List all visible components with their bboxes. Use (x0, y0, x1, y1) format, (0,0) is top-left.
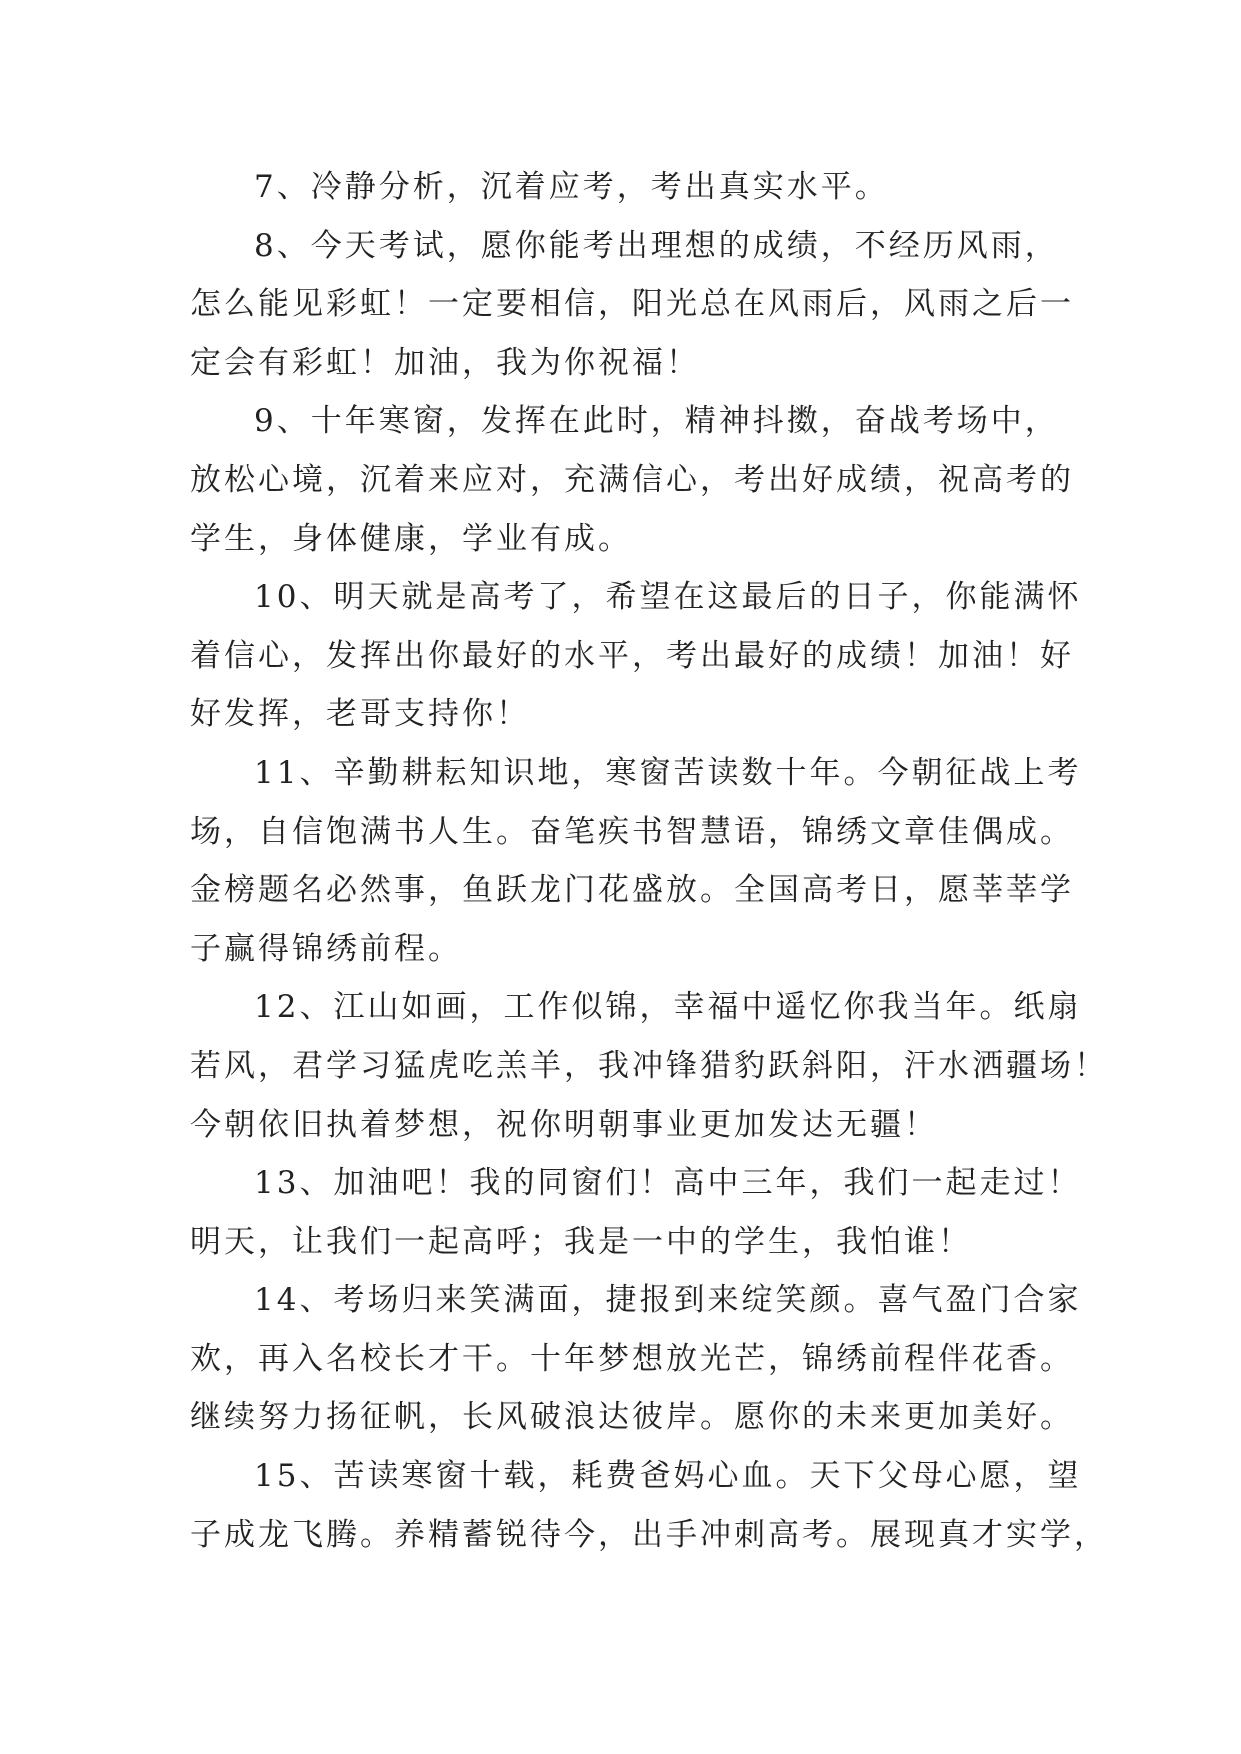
text-line: 若风，君学习猛虎吃羔羊，我冲锋猎豹跃斜阳，汗水洒疆场！ (190, 1047, 1108, 1084)
text-line: 定会有彩虹！加油，我为你祝福！ (190, 344, 700, 381)
text-line: 10、明天就是高考了，希望在这最后的日子，你能满怀 (254, 579, 1082, 616)
text-line: 子成龙飞腾。养精蓄锐待今，出手冲刺高考。展现真才实学， (190, 1516, 1108, 1553)
text-line: 今朝依旧执着梦想，祝你明朝事业更加发达无疆！ (190, 1106, 938, 1143)
text-line: 明天，让我们一起高呼；我是一中的学生，我怕谁！ (190, 1223, 972, 1260)
text-line: 子赢得锦绣前程。 (190, 930, 462, 967)
text-line: 好发挥，老哥支持你！ (190, 696, 530, 733)
text-line: 13、加油吧！我的同窗们！高中三年，我们一起走过！ (254, 1165, 1082, 1202)
text-line: 金榜题名必然事，鱼跃龙门花盛放。全国高考日，愿莘莘学 (190, 872, 1074, 909)
text-line: 着信心，发挥出你最好的水平，考出最好的成绩！加油！好 (190, 637, 1074, 674)
text-line: 放松心境，沉着来应对，充满信心，考出好成绩，祝高考的 (190, 461, 1074, 498)
document-body (190, 158, 1108, 1564)
text-line: 7、冷静分析，沉着应考，考出真实水平。 (254, 169, 889, 205)
text-line: 学生，身体健康，学业有成。 (190, 520, 632, 557)
text-line: 11、辛勤耕耘知识地，寒窗苦读数十年。今朝征战上考 (254, 754, 1082, 791)
text-line: 怎么能见彩虹！一定要相信，阳光总在风雨后，风雨之后一 (190, 286, 1074, 323)
text-line: 欢，再入名校长才干。十年梦想放光芒，锦绣前程伴花香。 (190, 1340, 1074, 1377)
text-line: 8、今天考试，愿你能考出理想的成绩，不经历风雨， (254, 227, 1059, 264)
text-line: 14、考场归来笑满面，捷报到来绽笑颜。喜气盈门合家 (254, 1282, 1082, 1319)
text-line: 15、苦读寒窗十载，耗费爸妈心血。天下父母心愿，望 (254, 1458, 1082, 1495)
text-line: 场，自信饱满书人生。奋笔疾书智慧语，锦绣文章佳偶成。 (190, 813, 1074, 850)
text-line: 继续努力扬征帆，长风破浪达彼岸。愿你的未来更加美好。 (190, 1399, 1074, 1436)
text-line: 9、十年寒窗，发挥在此时，精神抖擞，奋战考场中， (254, 403, 1059, 440)
text-line: 12、江山如画，工作似锦，幸福中遥忆你我当年。纸扇 (254, 989, 1082, 1026)
